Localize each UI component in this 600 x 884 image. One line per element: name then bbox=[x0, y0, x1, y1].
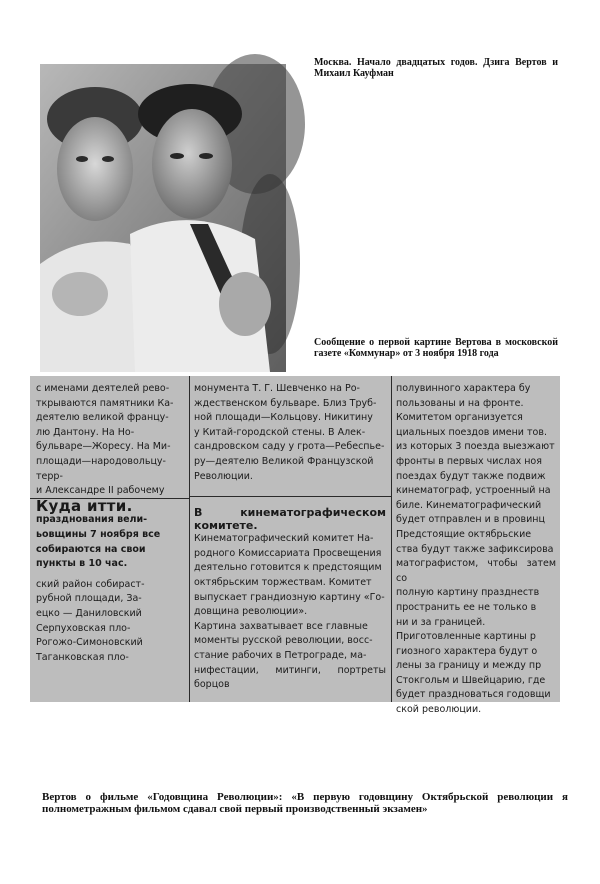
text-line: биле. Кинематографический bbox=[396, 499, 542, 511]
text-line: ру—деятелю Великой Французской bbox=[194, 455, 374, 467]
text-line: сандровском саду у грота—Ребеспье- bbox=[194, 441, 385, 453]
text-line: гиозного характера будут о bbox=[396, 645, 538, 657]
clipping-caption: Сообщение о первой картине Вертова в московской газете «Коммунар» от 3 ноября 1918 года bbox=[314, 337, 558, 359]
text-line: кинематограф, устроенный на bbox=[396, 485, 551, 497]
text-line: из которых 3 поезда выезжают bbox=[396, 441, 555, 453]
text-line: пользованы и на фронте. bbox=[396, 397, 524, 409]
portrait-photo bbox=[40, 64, 286, 372]
text-line: Приготовленные картины р bbox=[396, 631, 536, 643]
text-line: празднования вели- bbox=[36, 514, 148, 526]
text-line: рубной площади, За- bbox=[36, 593, 142, 605]
text-line: пункты в 10 час. bbox=[36, 558, 128, 570]
text-line: пространить ее не только в bbox=[396, 601, 537, 613]
text-line: Серпуховская пло- bbox=[36, 622, 131, 634]
text-line: будет отправлен и в провинц bbox=[396, 514, 545, 526]
text-line: ной площади—Кольцову. Никитину bbox=[194, 412, 373, 424]
text-line: лены за границу и между пр bbox=[396, 660, 542, 672]
text-line: довщина революции». bbox=[194, 606, 308, 618]
text-line: ский район собираст- bbox=[36, 578, 145, 590]
text-line: Предстоящие октябрьские bbox=[396, 528, 532, 540]
text-line: ецко — Даниловский bbox=[36, 607, 142, 619]
text-line: моменты русской революции, восс- bbox=[194, 635, 373, 647]
text-line: Комитетом организуется bbox=[396, 412, 523, 424]
text-line: выпускает грандиозную картину «Го- bbox=[194, 591, 385, 603]
text-line: монумента Т. Г. Шевченко на Ро- bbox=[194, 383, 360, 394]
text-line: октябрьским торжествам. Комитет bbox=[194, 576, 372, 588]
newspaper-clipping bbox=[30, 376, 560, 716]
text-line: с именами деятелей рево- bbox=[36, 383, 170, 394]
text-line: полувинного характера бу bbox=[396, 383, 531, 394]
text-line: ства будут также зафиксирова bbox=[396, 543, 554, 555]
text-line: нифестации, митинги, портреты борцов bbox=[194, 664, 386, 691]
text-line: матографистом, чтобы затем со bbox=[396, 558, 556, 584]
photo-caption: Москва. Начало двадцатых годов. Дзига Вертов и Михаил Кауфман bbox=[314, 57, 558, 79]
text-line: Революции. bbox=[194, 470, 253, 482]
text-line: фронты в первых числах ноя bbox=[396, 455, 542, 467]
article-heading: В кинематографическом комитете. bbox=[194, 506, 386, 533]
clipping-column-2 bbox=[194, 376, 386, 702]
text-line: Рогожо-Симоновский bbox=[36, 637, 143, 649]
text-line: родного Комиссариата Просвещения bbox=[194, 547, 382, 559]
text-line: полную картину празднеств bbox=[396, 587, 540, 599]
text-line: циальных поездов имени тов. bbox=[396, 426, 547, 438]
text-line: ждественском бульваре. Близ Труб- bbox=[194, 397, 377, 409]
photo-image bbox=[40, 64, 286, 372]
text-line: собираются на свои bbox=[36, 543, 146, 555]
article-heading: Куда итти. bbox=[36, 496, 133, 515]
clipping-column-1 bbox=[36, 376, 186, 702]
text-line: площади—народовольцу-терр- bbox=[36, 455, 166, 482]
text-line: ьовщины 7 ноября все bbox=[36, 528, 161, 540]
text-line: Картина захватывает все главные bbox=[194, 620, 368, 632]
text-line: у Китай-городской стены. В Алек- bbox=[194, 426, 366, 438]
quote-caption: Вертов о фильме «Годовщина Революции»: «В первую годовщину Октябрьской революции я полнометражным фильмом сдавал свой первый производственный экзамен» bbox=[42, 791, 568, 815]
text-line: и Александре II рабочему bbox=[36, 485, 165, 497]
text-line: лю Дантону. На Но- bbox=[36, 426, 135, 438]
clipping-column-3 bbox=[396, 376, 556, 716]
text-line: будет праздноваться годовщи bbox=[396, 689, 551, 701]
text-line: ни и за границей. bbox=[396, 616, 486, 628]
column-rule bbox=[189, 376, 190, 702]
text-line: бульваре—Жоресу. На Ми- bbox=[36, 441, 171, 453]
text-line: деятелю великой францу- bbox=[36, 412, 169, 424]
text-line: стание рабочих в Петрограде, ма- bbox=[194, 649, 367, 661]
text-line: Кинематографический комитет На- bbox=[194, 533, 374, 545]
text-line: деятельно готовится к предстоящим bbox=[194, 562, 382, 574]
text-line: ской революции. bbox=[396, 704, 482, 716]
column-rule bbox=[391, 376, 392, 702]
text-line: Таганковская пло- bbox=[36, 651, 129, 663]
text-line: ткрываются памятники Ка- bbox=[36, 397, 174, 409]
text-line: поездах будут также подвиж bbox=[396, 470, 546, 482]
text-line: Стокгольм и Швейцарию, где bbox=[396, 674, 546, 686]
